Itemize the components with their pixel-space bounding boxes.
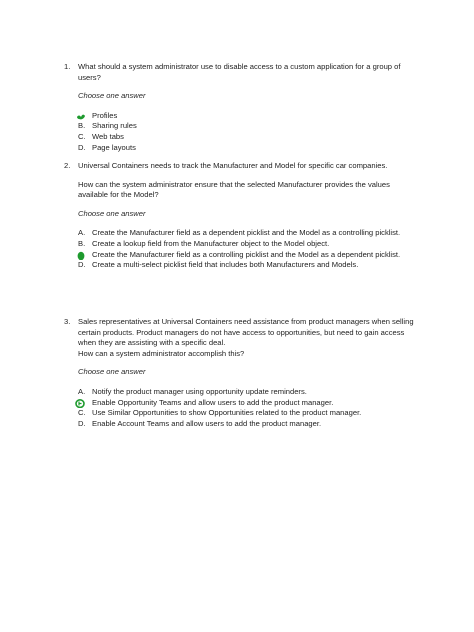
answer-option-c[interactable] — [78, 132, 414, 143]
answer-list — [78, 387, 414, 429]
answer-letter: B. — [78, 121, 86, 131]
answer-option-d[interactable] — [78, 143, 414, 154]
answer-text: Profiles — [92, 110, 118, 120]
answer-text: Page layouts — [92, 142, 136, 152]
answer-option-c[interactable] — [78, 250, 414, 261]
answer-option-b[interactable] — [78, 239, 414, 250]
answer-letter: D. — [78, 260, 86, 270]
choose-one-answer-label: Choose one answer — [78, 208, 146, 218]
question-paragraph: Sales representatives at Universal Containers need assistance from product managers when selling certain products. Product managers do not have access to opportunities, but need to gain access when they are assisting with a specific deal. — [78, 317, 414, 348]
answer-option-b[interactable] — [78, 398, 414, 409]
answer-list — [78, 111, 414, 153]
answer-letter: D. — [78, 418, 86, 428]
answer-filled-circle-icon — [76, 251, 86, 260]
question-paragraph: Universal Containers needs to track the Manufacturer and Model for specific car companies. — [78, 161, 388, 170]
answer-option-a[interactable] — [78, 111, 414, 122]
answer-checkmark-icon — [76, 112, 86, 121]
answer-list — [78, 228, 414, 270]
question-text — [78, 62, 414, 83]
question-number: 2. — [64, 161, 71, 170]
answer-option-d[interactable] — [78, 260, 414, 271]
answer-text: Notify the product manager using opportunity update reminders. — [92, 386, 307, 396]
question-paragraph: How can a system administrator accomplish this? — [78, 348, 245, 358]
question-number: 3. — [64, 317, 71, 326]
answer-text: Use Similar Opportunities to show Opportunities related to the product manager. — [92, 408, 362, 418]
answer-letter: C. — [78, 408, 86, 418]
answer-circled-b-icon — [74, 399, 86, 408]
answer-text: Create the Manufacturer field as a dependent picklist and the Model as a controlling picklist. — [92, 228, 401, 238]
question-paragraph: What should a system administrator use to disable access to a custom application for a group of users? — [78, 62, 401, 82]
answer-text: Web tabs — [92, 131, 124, 141]
choose-one-answer-label: Choose one answer — [78, 91, 146, 101]
answer-letter: A. — [78, 386, 86, 396]
answer-text: Create a lookup field from the Manufacturer object to the Model object. — [92, 238, 330, 248]
answer-option-a[interactable] — [78, 228, 414, 239]
answer-text: Enable Opportunity Teams and allow users to add the product manager. — [92, 397, 334, 407]
question-2 — [64, 161, 414, 271]
answer-option-b[interactable] — [78, 121, 414, 132]
answer-option-d[interactable] — [78, 419, 414, 430]
answer-letter: D. — [78, 142, 86, 152]
answer-letter: B. — [78, 238, 86, 248]
answer-text: Sharing rules — [92, 121, 137, 131]
answer-text: Create the Manufacturer field as a controlling picklist and the Model as a dependent picklist. — [92, 249, 401, 259]
question-number: 1. — [64, 62, 71, 71]
answer-option-c[interactable] — [78, 408, 414, 419]
answer-text: Enable Account Teams and allow users to add the product manager. — [92, 418, 322, 428]
answer-option-a[interactable] — [78, 387, 414, 398]
question-text — [78, 317, 414, 359]
answer-letter: A. — [78, 228, 86, 238]
question-1 — [64, 62, 414, 153]
choose-one-answer-label: Choose one answer — [78, 367, 146, 377]
question-paragraph: How can the system administrator ensure that the selected Manufacturer provides the values available for the Model? — [78, 179, 390, 200]
question-text — [78, 161, 414, 201]
answer-text: Create a multi-select picklist field that includes both Manufacturers and Models. — [92, 260, 359, 270]
answer-letter: C. — [78, 131, 86, 141]
question-3 — [64, 317, 414, 429]
